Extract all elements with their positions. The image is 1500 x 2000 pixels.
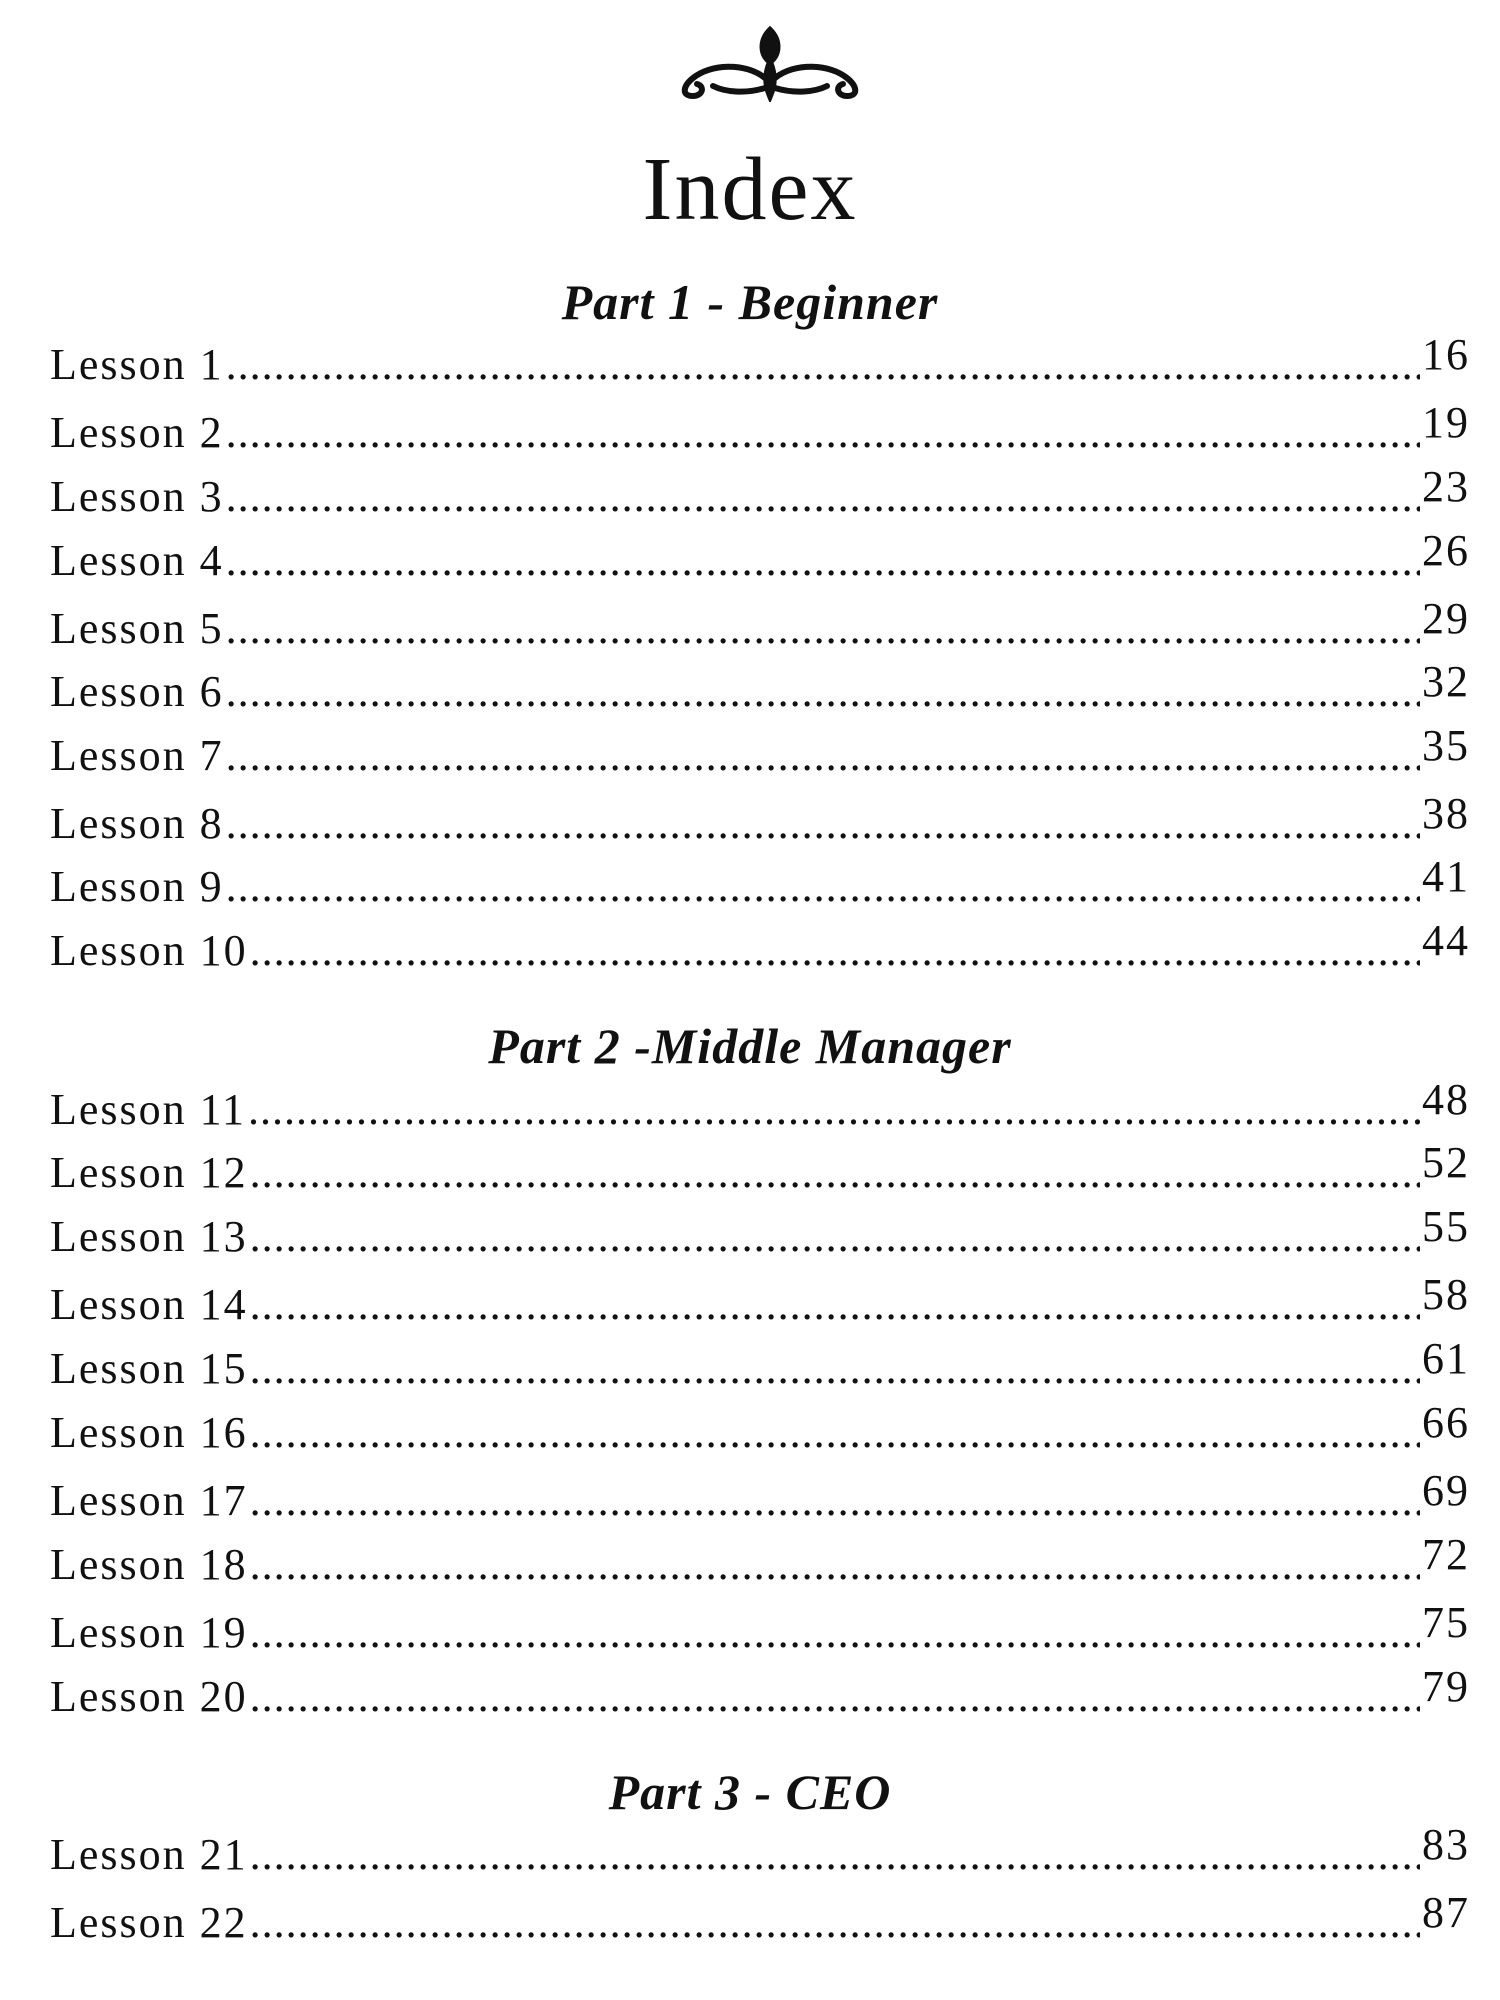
- entry-label: Lesson 4: [50, 536, 224, 585]
- leader-dots: [250, 1672, 1420, 1722]
- entry-page-number: 35: [1422, 721, 1470, 770]
- index-entry: [50, 398, 1470, 458]
- index-entry: [50, 852, 1470, 912]
- section-heading-part-3: Part 3 - CEO: [608, 1764, 892, 1820]
- entry-page-number: 23: [1422, 462, 1470, 511]
- entry-label: Lesson 10: [50, 926, 248, 975]
- index-entry: [50, 789, 1470, 849]
- leader-dots: [226, 472, 1420, 522]
- entry-page-number: 75: [1422, 1598, 1470, 1647]
- entry-page-number: 16: [1422, 330, 1470, 379]
- index-entry: [50, 330, 1470, 390]
- entry-label: Lesson 9: [50, 862, 224, 911]
- leader-dots: [250, 1344, 1420, 1394]
- leader-dots: [250, 1280, 1420, 1330]
- entry-label: Lesson 2: [50, 408, 224, 457]
- section-heading-part-1: Part 1 - Beginner: [561, 274, 939, 330]
- entry-label: Lesson 6: [50, 667, 224, 716]
- entry-page-number: 72: [1422, 1530, 1470, 1579]
- entry-label: Lesson 22: [50, 1898, 248, 1947]
- entry-page-number: 38: [1422, 789, 1470, 838]
- index-entry: [50, 1202, 1470, 1262]
- entry-page-number: 44: [1422, 916, 1470, 965]
- leader-dots: [226, 862, 1420, 912]
- page-title: Index: [642, 140, 858, 239]
- leader-dots: [226, 604, 1420, 654]
- index-entry: [50, 721, 1470, 781]
- index-entry: [50, 1138, 1470, 1198]
- entry-page-number: 58: [1422, 1270, 1470, 1319]
- leader-dots: [226, 536, 1420, 586]
- leader-dots: [250, 1212, 1420, 1262]
- entry-label: Lesson 18: [50, 1540, 248, 1589]
- index-entry: [50, 1334, 1470, 1394]
- index-entry: [50, 916, 1470, 976]
- entry-label: Lesson 3: [50, 472, 224, 521]
- leader-dots: [250, 1608, 1420, 1658]
- index-entry: [50, 1466, 1470, 1526]
- leader-dots: [250, 926, 1420, 976]
- leader-dots: [250, 1830, 1420, 1880]
- index-entry: [50, 1075, 1470, 1135]
- entry-label: Lesson 14: [50, 1280, 248, 1329]
- leader-dots: [226, 340, 1420, 390]
- leader-dots: [250, 1898, 1420, 1948]
- section-heading-part-2: Part 2 -Middle Manager: [488, 1018, 1012, 1074]
- entry-label: Lesson 7: [50, 731, 224, 780]
- index-entry: [50, 594, 1470, 654]
- leader-dots: [226, 667, 1420, 717]
- entry-page-number: 87: [1422, 1888, 1470, 1937]
- leader-dots: [250, 1540, 1420, 1590]
- entry-label: Lesson 12: [50, 1148, 248, 1197]
- leader-dots: [248, 1085, 1420, 1135]
- entry-label: Lesson 1: [50, 340, 224, 389]
- entry-page-number: 69: [1422, 1466, 1470, 1515]
- index-entry: [50, 1270, 1470, 1330]
- entry-page-number: 41: [1422, 852, 1470, 901]
- flourish-ornament-icon: [665, 22, 875, 102]
- entry-page-number: 48: [1422, 1075, 1470, 1124]
- entry-label: Lesson 16: [50, 1408, 248, 1457]
- index-entry: [50, 526, 1470, 586]
- index-entry: [50, 1530, 1470, 1590]
- entry-page-number: 19: [1422, 398, 1470, 447]
- entry-label: Lesson 13: [50, 1212, 248, 1261]
- entry-label: Lesson 21: [50, 1830, 248, 1879]
- leader-dots: [250, 1408, 1420, 1458]
- leader-dots: [226, 731, 1420, 781]
- entry-label: Lesson 8: [50, 799, 224, 848]
- entry-label: Lesson 15: [50, 1344, 248, 1393]
- entry-page-number: 83: [1422, 1820, 1470, 1869]
- entry-label: Lesson 17: [50, 1476, 248, 1525]
- entry-page-number: 52: [1422, 1138, 1470, 1187]
- leader-dots: [250, 1148, 1420, 1198]
- index-entry: [50, 657, 1470, 717]
- entry-page-number: 66: [1422, 1398, 1470, 1447]
- entry-page-number: 32: [1422, 657, 1470, 706]
- leader-dots: [226, 408, 1420, 458]
- entry-label: Lesson 19: [50, 1608, 248, 1657]
- entry-label: Lesson 5: [50, 604, 224, 653]
- entry-label: Lesson 11: [50, 1085, 247, 1134]
- entry-page-number: 55: [1422, 1202, 1470, 1251]
- entry-page-number: 29: [1422, 594, 1470, 643]
- entry-page-number: 61: [1422, 1334, 1470, 1383]
- index-entry: [50, 1598, 1470, 1658]
- index-entry: [50, 1662, 1470, 1722]
- index-entry: [50, 1888, 1470, 1948]
- entry-label: Lesson 20: [50, 1672, 248, 1721]
- index-entry: [50, 462, 1470, 522]
- entry-page-number: 79: [1422, 1662, 1470, 1711]
- leader-dots: [250, 1476, 1420, 1526]
- index-entry: [50, 1398, 1470, 1458]
- leader-dots: [226, 799, 1420, 849]
- index-entry: [50, 1820, 1470, 1880]
- entry-page-number: 26: [1422, 526, 1470, 575]
